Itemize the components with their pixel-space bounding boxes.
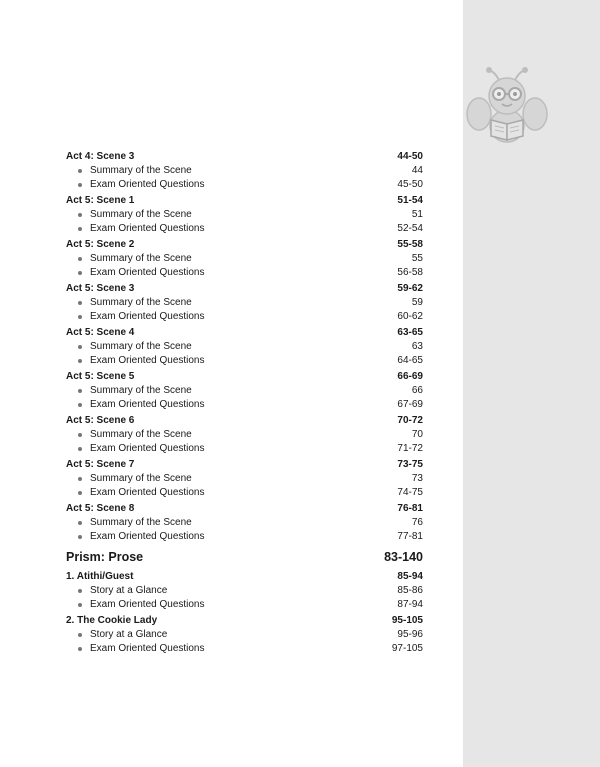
toc-section-title: Act 5: Scene 7 <box>66 459 135 470</box>
toc-entry-pages: 55 <box>411 253 423 264</box>
toc-entry-label: Summary of the Scene <box>90 517 192 528</box>
toc-entry <box>66 252 423 266</box>
part-title: Prism: Prose <box>66 550 144 564</box>
toc-section-heading <box>66 414 423 428</box>
toc-section-heading <box>66 282 423 296</box>
toc-section-pages: 73-75 <box>397 459 423 470</box>
toc-entry-pages: 52-54 <box>397 223 423 234</box>
bullet-icon <box>78 213 82 217</box>
toc-entry-label: Exam Oriented Questions <box>90 311 205 322</box>
bullet-icon <box>78 521 82 525</box>
bullet-icon <box>78 535 82 539</box>
toc-section-pages: 59-62 <box>397 283 423 294</box>
toc-entry-label: Exam Oriented Questions <box>90 599 205 610</box>
toc-section-title: Act 5: Scene 1 <box>66 195 135 206</box>
toc-entry <box>66 384 423 398</box>
bee-reading-book-icon <box>465 64 549 148</box>
toc-entry-left <box>78 164 192 178</box>
toc-entry <box>66 598 423 612</box>
toc-section-pages: 95-105 <box>391 615 423 626</box>
toc-entry-left <box>78 598 205 612</box>
toc-entry <box>66 442 423 456</box>
bullet-icon <box>78 433 82 437</box>
toc-entry-label: Summary of the Scene <box>90 473 192 484</box>
toc-entry <box>66 628 423 642</box>
toc-entry-label: Summary of the Scene <box>90 165 192 176</box>
toc-entry <box>66 178 423 192</box>
bullet-icon <box>78 389 82 393</box>
toc-entry-left <box>78 252 192 266</box>
toc-section-title: 1. Atithi/Guest <box>66 571 134 582</box>
toc-section-title: Act 5: Scene 4 <box>66 327 135 338</box>
toc-entry <box>66 340 423 354</box>
toc-entry <box>66 472 423 486</box>
toc-entry <box>66 530 423 544</box>
bullet-icon <box>78 477 82 481</box>
toc-entry-pages: 60-62 <box>397 311 423 322</box>
toc-entry-pages: 56-58 <box>397 267 423 278</box>
toc-section-pages: 85-94 <box>397 571 423 582</box>
toc-section-title: Act 5: Scene 5 <box>66 371 135 382</box>
toc-section-pages: 51-54 <box>397 195 423 206</box>
part-heading <box>66 548 423 566</box>
toc-entry-left <box>78 628 167 642</box>
toc-section-title: Act 4: Scene 3 <box>66 151 135 162</box>
toc-section-heading <box>66 150 423 164</box>
bullet-icon <box>78 447 82 451</box>
toc-section-pages: 55-58 <box>397 239 423 250</box>
toc-entry-label: Exam Oriented Questions <box>90 267 205 278</box>
toc-entry-pages: 66 <box>411 385 423 396</box>
toc-entry-pages: 76 <box>411 517 423 528</box>
toc-section-pages: 70-72 <box>397 415 423 426</box>
toc-entry-pages: 45-50 <box>397 179 423 190</box>
toc-entry-pages: 59 <box>411 297 423 308</box>
toc-entry <box>66 296 423 310</box>
bullet-icon <box>78 227 82 231</box>
toc-entry-left <box>78 178 205 192</box>
toc-entry-left <box>78 642 205 656</box>
bullet-icon <box>78 633 82 637</box>
toc-entry-pages: 77-81 <box>397 531 423 542</box>
toc-entry <box>66 428 423 442</box>
toc-entry-pages: 73 <box>411 473 423 484</box>
toc-entry-left <box>78 340 192 354</box>
toc-entry-label: Exam Oriented Questions <box>90 531 205 542</box>
toc-entry-label: Exam Oriented Questions <box>90 355 205 366</box>
bullet-icon <box>78 315 82 319</box>
bullet-icon <box>78 647 82 651</box>
toc-section-pages: 63-65 <box>397 327 423 338</box>
toc-section-pages: 44-50 <box>397 151 423 162</box>
toc-section-title: Act 5: Scene 6 <box>66 415 135 426</box>
toc-entry-left <box>78 384 192 398</box>
toc-entry-left <box>78 486 205 500</box>
bullet-icon <box>78 491 82 495</box>
toc-entry-left <box>78 266 205 280</box>
toc-entry <box>66 642 423 656</box>
toc-entry <box>66 486 423 500</box>
toc-entry-label: Story at a Glance <box>90 585 168 596</box>
toc-entry <box>66 398 423 412</box>
toc-entry <box>66 164 423 178</box>
toc-section-heading <box>66 370 423 384</box>
toc-entry <box>66 208 423 222</box>
bullet-icon <box>78 301 82 305</box>
toc-entry-label: Exam Oriented Questions <box>90 179 205 190</box>
toc-section-heading <box>66 502 423 516</box>
toc-entry-pages: 87-94 <box>397 599 423 610</box>
toc-entry-left <box>78 428 192 442</box>
toc-entry-pages: 63 <box>411 341 423 352</box>
bullet-icon <box>78 403 82 407</box>
toc-entry-left <box>78 354 205 368</box>
bullet-icon <box>78 257 82 261</box>
toc-section-heading <box>66 458 423 472</box>
bullet-icon <box>78 345 82 349</box>
toc-entry-label: Exam Oriented Questions <box>90 643 205 654</box>
toc-entry-pages: 67-69 <box>397 399 423 410</box>
toc-entry <box>66 584 423 598</box>
bullet-icon <box>78 183 82 187</box>
toc-section-title: 2. The Cookie Lady <box>66 615 158 626</box>
toc-section-heading <box>66 326 423 340</box>
toc-entry-pages: 64-65 <box>397 355 423 366</box>
toc-entry <box>66 354 423 368</box>
toc-entry <box>66 310 423 324</box>
bullet-icon <box>78 169 82 173</box>
toc-entry-left <box>78 472 192 486</box>
toc-section-pages: 66-69 <box>397 371 423 382</box>
toc-entry-left <box>78 442 205 456</box>
toc-entry-label: Exam Oriented Questions <box>90 487 205 498</box>
toc-entry-label: Summary of the Scene <box>90 341 192 352</box>
toc-entry-pages: 97-105 <box>391 643 423 654</box>
bullet-icon <box>78 603 82 607</box>
toc-entry-left <box>78 398 205 412</box>
toc-entry-label: Summary of the Scene <box>90 429 192 440</box>
toc-entry-pages: 51 <box>411 209 423 220</box>
toc-entry-label: Exam Oriented Questions <box>90 223 205 234</box>
toc-entry-label: Summary of the Scene <box>90 385 192 396</box>
toc-entry-label: Summary of the Scene <box>90 209 192 220</box>
toc-entry-pages: 95-96 <box>397 629 423 640</box>
toc-entry-pages: 44 <box>411 165 423 176</box>
part-pages: 83-140 <box>384 550 423 564</box>
toc-section-title: Act 5: Scene 8 <box>66 503 135 514</box>
toc-entry-left <box>78 530 205 544</box>
toc-entry-pages: 74-75 <box>397 487 423 498</box>
toc-entry <box>66 266 423 280</box>
toc-entry <box>66 222 423 236</box>
bullet-icon <box>78 271 82 275</box>
toc-entry-left <box>78 584 167 598</box>
toc-entry-label: Summary of the Scene <box>90 253 192 264</box>
toc-entry <box>66 516 423 530</box>
toc-entry-pages: 71-72 <box>397 443 423 454</box>
toc-section-title: Act 5: Scene 2 <box>66 239 135 250</box>
toc-entry-left <box>78 296 192 310</box>
table-of-contents <box>66 150 423 656</box>
toc-section-pages: 76-81 <box>397 503 423 514</box>
toc-section-heading <box>66 570 423 584</box>
bullet-icon <box>78 589 82 593</box>
toc-entry-left <box>78 222 205 236</box>
bullet-icon <box>78 359 82 363</box>
toc-entry-left <box>78 310 205 324</box>
toc-entry-left <box>78 208 192 222</box>
toc-entry-label: Exam Oriented Questions <box>90 399 205 410</box>
toc-entry-pages: 85-86 <box>397 585 423 596</box>
toc-entry-label: Exam Oriented Questions <box>90 443 205 454</box>
toc-entry-label: Summary of the Scene <box>90 297 192 308</box>
toc-entry-pages: 70 <box>411 429 423 440</box>
toc-section-heading <box>66 238 423 252</box>
toc-entry-label: Story at a Glance <box>90 629 168 640</box>
toc-section-title: Act 5: Scene 3 <box>66 283 135 294</box>
toc-section-heading <box>66 614 423 628</box>
toc-entry-left <box>78 516 192 530</box>
toc-section-heading <box>66 194 423 208</box>
